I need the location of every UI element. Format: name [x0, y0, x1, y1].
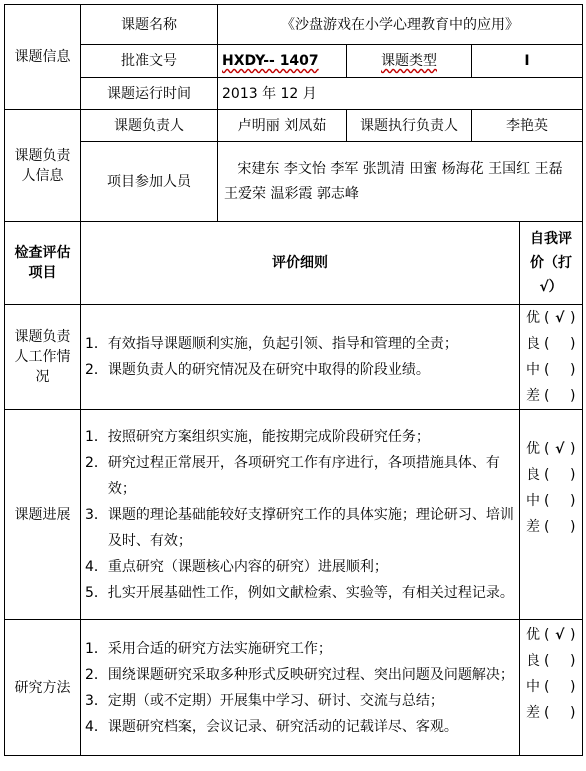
- project-type-value: I: [472, 45, 583, 78]
- runtime-label: 课题运行时间: [81, 78, 218, 110]
- members-line-1: 宋建东 李文怡 李军 张凯清 田蜜 杨海花 王国红 王磊: [237, 160, 563, 177]
- members-line-2: 王爱荣 温彩霞 郭志峰: [224, 185, 359, 202]
- approval-number-value: [218, 45, 347, 78]
- project-type-label: [347, 45, 472, 78]
- project-name-label: 课题名称: [81, 5, 218, 45]
- header-detail-label: 评价细则: [81, 222, 520, 305]
- project-type-label-text: 课题类型: [381, 53, 437, 69]
- grade-poor[interactable]: 差 ( ): [526, 388, 576, 404]
- list-item: 2． 课题负责人的研究情况及在研究中取得的阶段业绩。: [85, 362, 430, 378]
- grade-excellent[interactable]: 优 ( √ ): [526, 305, 580, 331]
- check-mark: √: [555, 310, 565, 326]
- project-info-section-label: 课题信息: [5, 5, 81, 110]
- check-mark: √: [555, 627, 565, 643]
- list-item: 3． 课题的理论基础能较好支撑研究工作的具体实施；理论研习、培训及时、有效；: [85, 506, 514, 549]
- list-item: 1． 有效指导课题顺利实施，负起引领、指导和管理的全责；: [85, 336, 458, 352]
- section-label: 课题负责人工作情况: [5, 305, 81, 410]
- grade-good[interactable]: 良 ( ): [526, 336, 576, 352]
- members-value: [218, 142, 583, 222]
- section-label: 课题进展: [5, 410, 81, 620]
- list-item: 2． 围绕课题研究采取多种形式反映研究过程、突出问题及问题解决；: [85, 666, 514, 683]
- section-items: [81, 620, 520, 756]
- grade-medium[interactable]: 中 ( ): [526, 679, 576, 695]
- runtime-value: 2013 年 12 月: [218, 78, 583, 110]
- grade-medium[interactable]: 中 ( ): [526, 362, 576, 378]
- list-item: 4． 重点研究（课题核心内容的研究）进展顺利；: [85, 558, 388, 575]
- grade-poor[interactable]: 差 ( ): [526, 519, 576, 535]
- evaluation-table: [4, 4, 583, 756]
- header-self-eval-label: 自我评价（打√）: [520, 222, 583, 305]
- section-label: 研究方法: [5, 620, 81, 756]
- list-item: 4． 课题研究档案，会议记录、研究活动的记载详尽、客观。: [85, 718, 458, 735]
- grade-excellent[interactable]: 优 ( √ ): [526, 436, 580, 462]
- members-label: 项目参加人员: [81, 142, 218, 222]
- list-item: 3． 定期（或不定期）开展集中学习、研讨、交流与总结；: [85, 692, 444, 709]
- grade-good[interactable]: 良 ( ): [526, 467, 576, 483]
- approval-number-text: HXDY-- 1407: [222, 53, 319, 69]
- self-eval-grades: [520, 620, 583, 756]
- list-item: 2． 研究过程正常展开，各项研究工作有序进行，各项措施具体、有效；: [85, 454, 500, 497]
- self-eval-grades: [520, 305, 583, 410]
- leader-label: 课题负责人: [81, 110, 218, 142]
- project-name-value: 《沙盘游戏在小学心理教育中的应用》: [218, 5, 583, 45]
- leader-value: 卢明丽 刘凤茹: [218, 110, 347, 142]
- grade-excellent[interactable]: 优 ( √ ): [526, 622, 580, 648]
- approval-number-label: 批准文号: [81, 45, 218, 78]
- exec-leader-value: 李艳英: [472, 110, 583, 142]
- personnel-section-label: 课题负责人信息: [5, 110, 81, 222]
- list-item: 1． 按照研究方案组织实施，能按期完成阶段研究任务；: [85, 428, 430, 445]
- self-eval-grades: [520, 410, 583, 620]
- grade-medium[interactable]: 中 ( ): [526, 493, 576, 509]
- section-items: [81, 305, 520, 410]
- section-items: [81, 410, 520, 620]
- check-mark: √: [555, 441, 565, 457]
- list-item: 1． 采用合适的研究方法实施研究工作；: [85, 640, 332, 657]
- exec-leader-label: 课题执行负责人: [347, 110, 472, 142]
- header-item-label: 检查评估项目: [5, 222, 81, 305]
- grade-good[interactable]: 良 ( ): [526, 653, 576, 669]
- list-item: 5． 扎实开展基础性工作，例如文献检索、实验等，有相关过程记录。: [85, 584, 514, 601]
- grade-poor[interactable]: 差 ( ): [526, 705, 576, 721]
